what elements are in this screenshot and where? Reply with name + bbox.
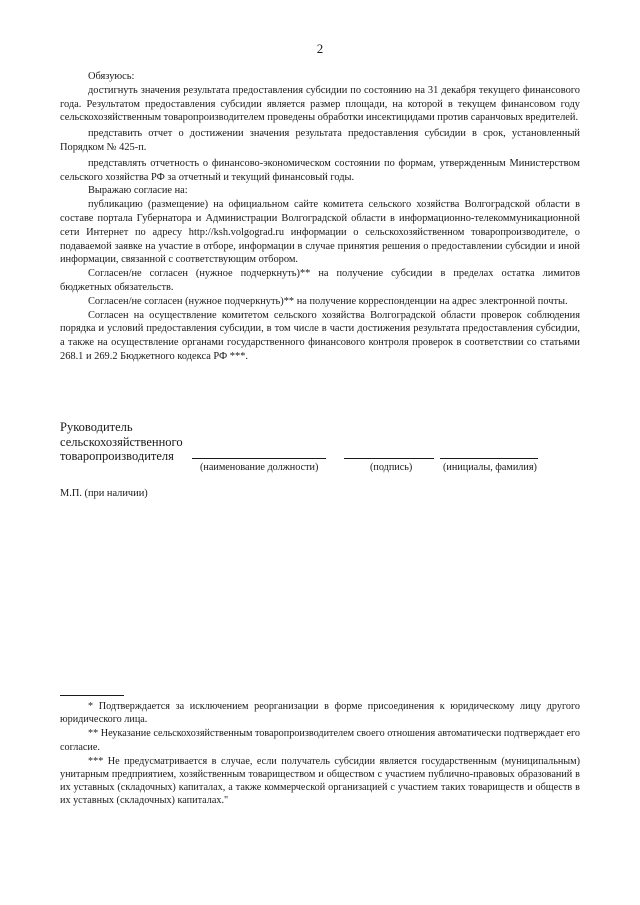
paragraph-financial-reporting: представлять отчетность о финансово-экономическом состоянии по формам, утвержденным Министерством сельского хозяйства РФ за отчетный и текущий финансовый годы.: [60, 157, 580, 183]
signatory-title-line-3: товаропроизводителя: [60, 449, 174, 463]
signature-caption: (подпись): [370, 462, 413, 473]
paragraph-submit-report: представить отчет о достижении значения результата предоставления субсидии в срок, установленный Порядком № 425-п.: [60, 128, 580, 153]
footnote-1: * Подтверждается за исключением реорганизации в форме присоединения к юридическому лицу другого юридического лица.: [60, 701, 580, 726]
signature-line: [344, 458, 434, 459]
name-signature-line: [440, 458, 538, 459]
signature-block: [60, 420, 580, 473]
stamp-note: М.П. (при наличии): [60, 488, 148, 499]
footnote-2: ** Неуказание сельскохозяйственным товаропроизводителем своего отношения автоматически подтверждает его согласие.: [60, 728, 580, 753]
document-body: [60, 70, 580, 364]
footnote-divider: [60, 695, 124, 696]
paragraph-obligation-heading: Обязуюсь:: [88, 71, 135, 82]
paragraph-consent-heading: Выражаю согласие на:: [88, 185, 188, 197]
signatory-title-line-2: сельскохозяйственного: [60, 434, 183, 449]
paragraph-inspection-consent: Согласен на осуществление комитетом сельского хозяйства Волгоградской области проверок соблюдения порядка и условий предоставления субсидии, в том числе в части достижения результата предоставления субсидии, а также на осуществление органами государственного финансового контроля проверок в соответствии со статьями 268.1 и 269.2 Бюджетного кодекса РФ ***.: [60, 309, 580, 362]
paragraph-email-consent: Согласен/не согласен (нужное подчеркнуть)** на получение корреспонденции на адрес электронной почты.: [88, 295, 568, 307]
signatory-title-line-1: Руководитель: [60, 420, 133, 434]
paragraph-publication-consent: публикацию (размещение) на официальном сайте комитета сельского хозяйства Волгоградской области в составе портала Губернатора и Администрации Волгоградской области в информационно-телекоммуникационной сети Интернет по адресу http://ksh.volgograd.ru информации о сельскохозяйственном товаропроизводителе, о подаваемой заявке на участие в отборе, информации в случае принятия решения о предоставлении субсидии и иной информации, связанной с соответствующим отбором.: [60, 199, 580, 266]
footnote-3: *** Не предусматривается в случае, если получатель субсидии является государственным (муниципальным) унитарным предприятием, хозяйственным товариществом и обществом с участием публично-правовых образований в их уставных (складочных) капиталах, а также коммерческой организацией с участием таких товариществ и обществ в их уставных (складочных) капиталах.": [60, 755, 580, 807]
page-number: 2: [316, 41, 324, 56]
paragraph-subsidy-limit-consent: Согласен/не согласен (нужное подчеркнуть)** на получение субсидии в пределах остатка лимитов бюджетных обязательств.: [60, 268, 580, 293]
footnotes: [60, 700, 580, 809]
position-signature-line: [192, 458, 326, 459]
initials-caption: (инициалы, фамилия): [443, 462, 537, 473]
paragraph-achieve-result: достигнуть значения результата предоставления субсидии по состоянию на 31 декабря текущего финансового года. Результатом предоставления субсидии является размер площади, на которой в текущем финансовом году сельскохозяйственным товаропроизводителем проведены обработки инсектицидами против саранчовых вредителей.: [60, 84, 580, 124]
position-caption: (наименование должности): [200, 462, 319, 473]
